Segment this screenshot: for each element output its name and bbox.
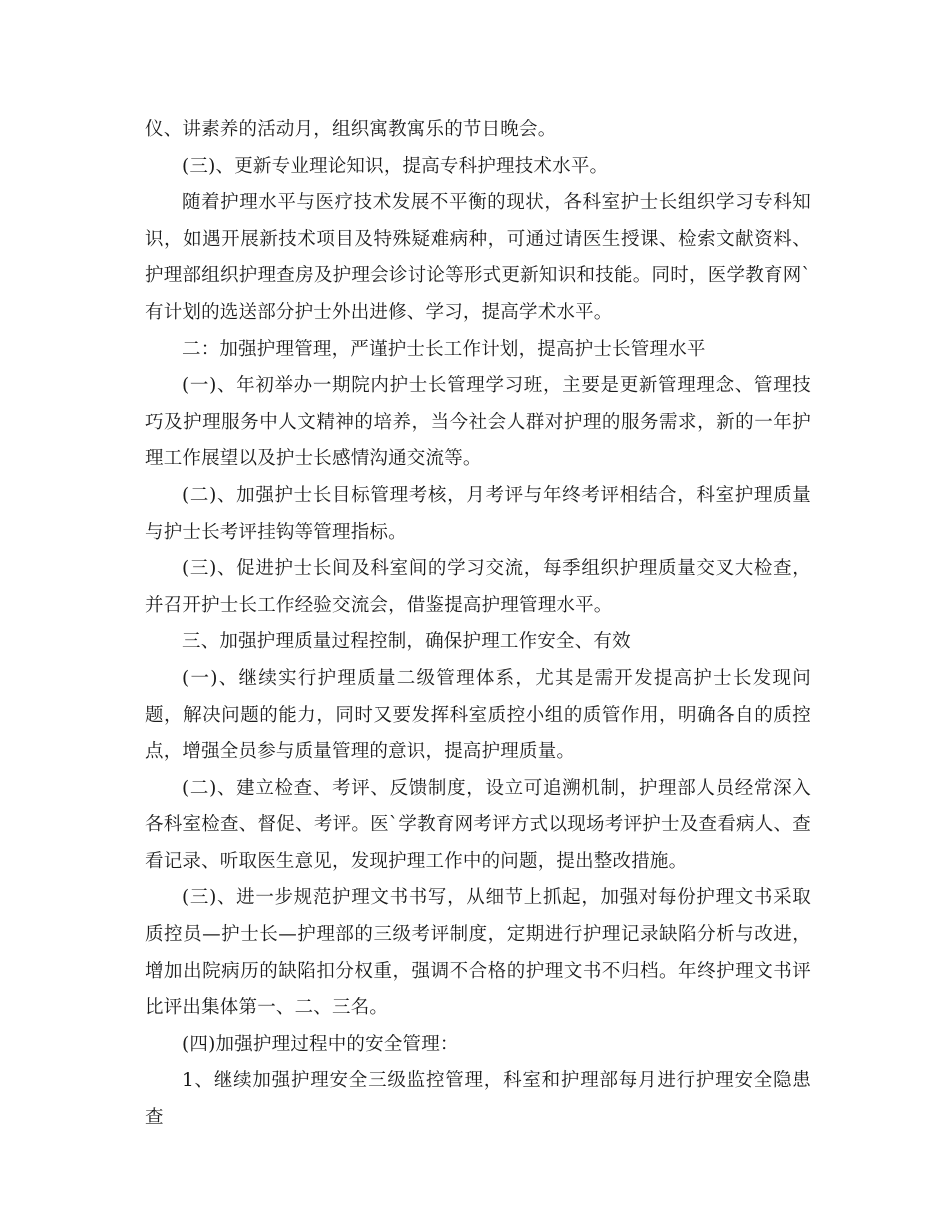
paragraph-10: (二)、建立检查、考评、反馈制度，设立可追溯机制，护理部人员经常深入各科室检查、督促、考评。医`学教育网考评方式以现场考评护士及查看病人、查看记录、听取医生意见，发现护理工作中的问题，提出整改措施。	[145, 777, 811, 872]
paragraph-1: 仪、讲素养的活动月，组织寓教寓乐的节日晚会。	[145, 119, 557, 140]
section-heading-3: 三、加强护理质量过程控制，确保护理工作安全、有效	[182, 631, 631, 653]
section-heading-2: 二：加强护理管理，严谨护士长工作计划，提高护士长管理水平	[182, 338, 706, 360]
paragraph-5: (一)、年初举办一期院内护士长管理学习班，主要是更新管理理念、管理技巧及护理服务中人文精神的培养，当今社会人群对护理的服务需求，新的一年护理工作展望以及护士长感情沟通交流等。	[145, 375, 811, 470]
paragraph-9: (一)、继续实行护理质量二级管理体系，尤其是需开发提高护士长发现问题，解决问题的能力，同时又要发挥科室质控小组的质管作用，明确各自的质控点，增强全员参与质量管理的意识，提高护理质量。	[145, 667, 811, 763]
paragraph-13: 1、继续加强护理安全三级监控管理，科室和护理部每月进行护理安全隐患查	[145, 1070, 811, 1129]
paragraph-6: (二)、加强护士长目标管理考核，月考评与年终考评相结合，科室护理质量与护士长考评挂钩等管理指标。	[145, 484, 811, 543]
subsection-heading-4: (四)加强护理过程中的安全管理：	[182, 1033, 459, 1055]
paragraph-11: (三)、进一步规范护理文书书写，从细节上抓起，加强对每份护理文书采取质控员—护士长—护理部的三级考评制度，定期进行护理记录缺陷分析与改进，增加出院病历的缺陷扣分权重，强调不合格的护理文书不归档。年终护理文书评比评出集体第一、二、三名。	[145, 887, 811, 1019]
paragraph-3: 随着护理水平与医疗技术发展不平衡的现状，各科室护士长组织学习专科知识，如遇开展新技术项目及特殊疑难病种，可通过请医生授课、检索文献资料、护理部组织护理查房及护理会诊讨论等形式更新知识和技能。同时，医学教育网`有计划的选送部分护士外出进修、学习，提高学术水平。	[145, 192, 811, 323]
paragraph-7: (三)、促进护士长间及科室间的学习交流，每季组织护理质量交叉大检查，并召开护士长工作经验交流会，借鉴提高护理管理水平。	[145, 558, 811, 616]
paragraph-2: (三)、更新专业理论知识，提高专科护理技术水平。	[182, 155, 609, 177]
document-body	[145, 112, 811, 1137]
